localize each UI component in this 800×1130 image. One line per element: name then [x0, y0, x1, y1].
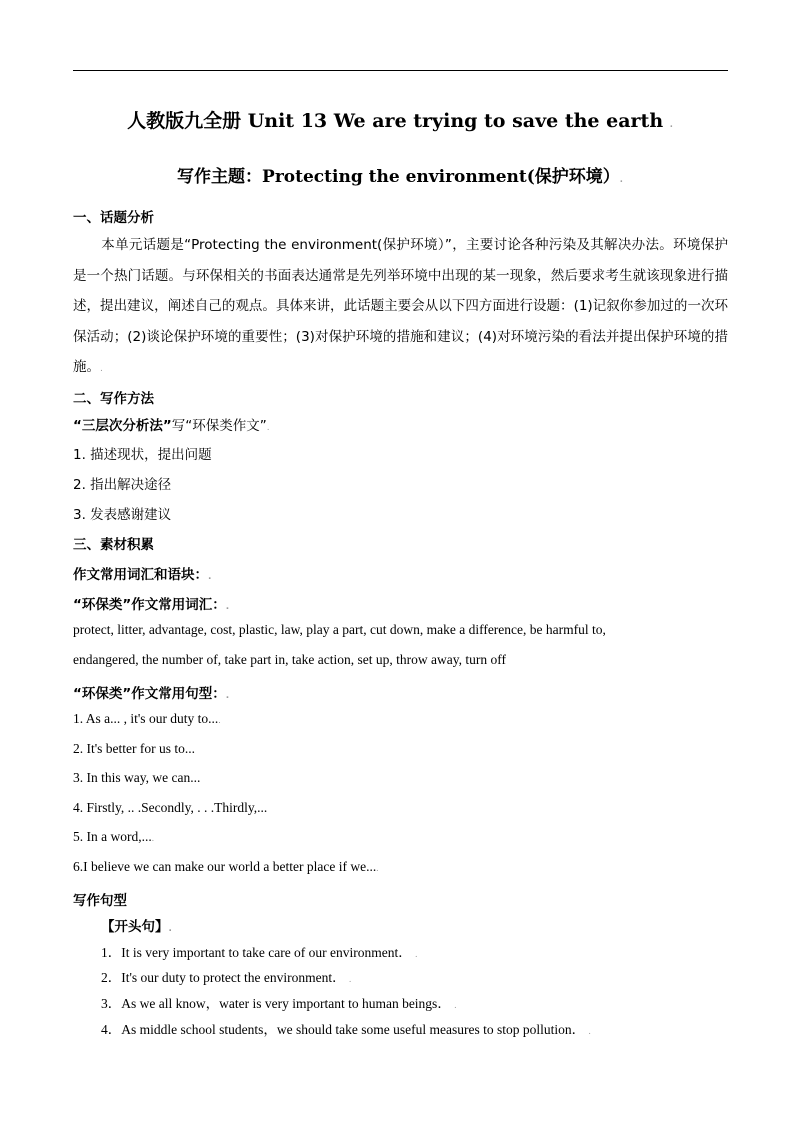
opening-sentence: 2．It's our duty to protect the environment． .: [101, 970, 352, 985]
step-item: 3. 发表感谢建议: [73, 507, 172, 523]
section3-heading: 三、素材积累: [73, 537, 154, 553]
topic-analysis-paragraph: 本单元话题是“Protecting the environment(保护环境）”，主要讨论各种污染及其解决办法。环境保护是一个热门话题。与环保相关的书面表达通常是先列举环境中出现的某一现象，然后要求考生就该现象进行描述，提出建议，阐述自己的观点。具体来讲，此话题主要会从以下四方面进行设题：(1)记叙你参加过的一次环保活动；(2)谈论保护环境的重要性；(3)对保护环境的措施和建议；(4)对环境污染的看法并提出保护环境的措施。.: [73, 237, 728, 376]
document-title: 人教版九全册 Unit 13 We are trying to save the earth .: [127, 110, 673, 132]
sentence-item: 4. Firstly, .. .Secondly, . . .Thirdly,...: [73, 800, 268, 815]
vocab-line: endangered, the number of, take part in, take action, set up, throw away, turn off: [73, 652, 506, 667]
sentence-item: 5. In a word,....: [73, 829, 154, 844]
sentence-item: 6.I believe we can make our world a better place if we....: [73, 859, 379, 874]
method-line: “三层次分析法”写“环保类作文”.: [73, 418, 270, 434]
document-subtitle: 写作主题：Protecting the environment(保护环境）.: [177, 167, 623, 187]
materials-subheading: 作文常用词汇和语块：.: [73, 567, 212, 583]
section1-heading: 一、话题分析: [73, 210, 154, 226]
top-rule: [73, 70, 728, 71]
step-item: 2. 指出解决途径: [73, 477, 172, 493]
step-item: 1. 描述现状，提出问题: [73, 447, 212, 463]
patterns-heading: 写作句型: [73, 893, 127, 909]
opening-sentence: 1．It is very important to take care of our environment． .: [101, 945, 418, 960]
opening-sentence: 4．As middle school students，we should take some useful measures to stop pollution． .: [101, 1022, 591, 1037]
vocab-line: protect, litter, advantage, cost, plastic, law, play a part, cut down, make a difference, be harmful to,: [73, 622, 606, 637]
opening-sentence: 3．As we all know，water is very important to human beings． .: [101, 996, 457, 1011]
sentence-item: 3. In this way, we can...: [73, 770, 201, 785]
vocab-heading: “环保类”作文常用词汇：.: [73, 597, 230, 613]
sentences-heading: “环保类”作文常用句型：.: [73, 686, 230, 702]
section2-heading: 二、写作方法: [73, 391, 154, 407]
sentence-item: 2. It's better for us to...: [73, 741, 196, 756]
sentence-item: 1. As a... , it's our duty to....: [73, 711, 221, 726]
opening-label: 【开头句】.: [101, 919, 172, 935]
